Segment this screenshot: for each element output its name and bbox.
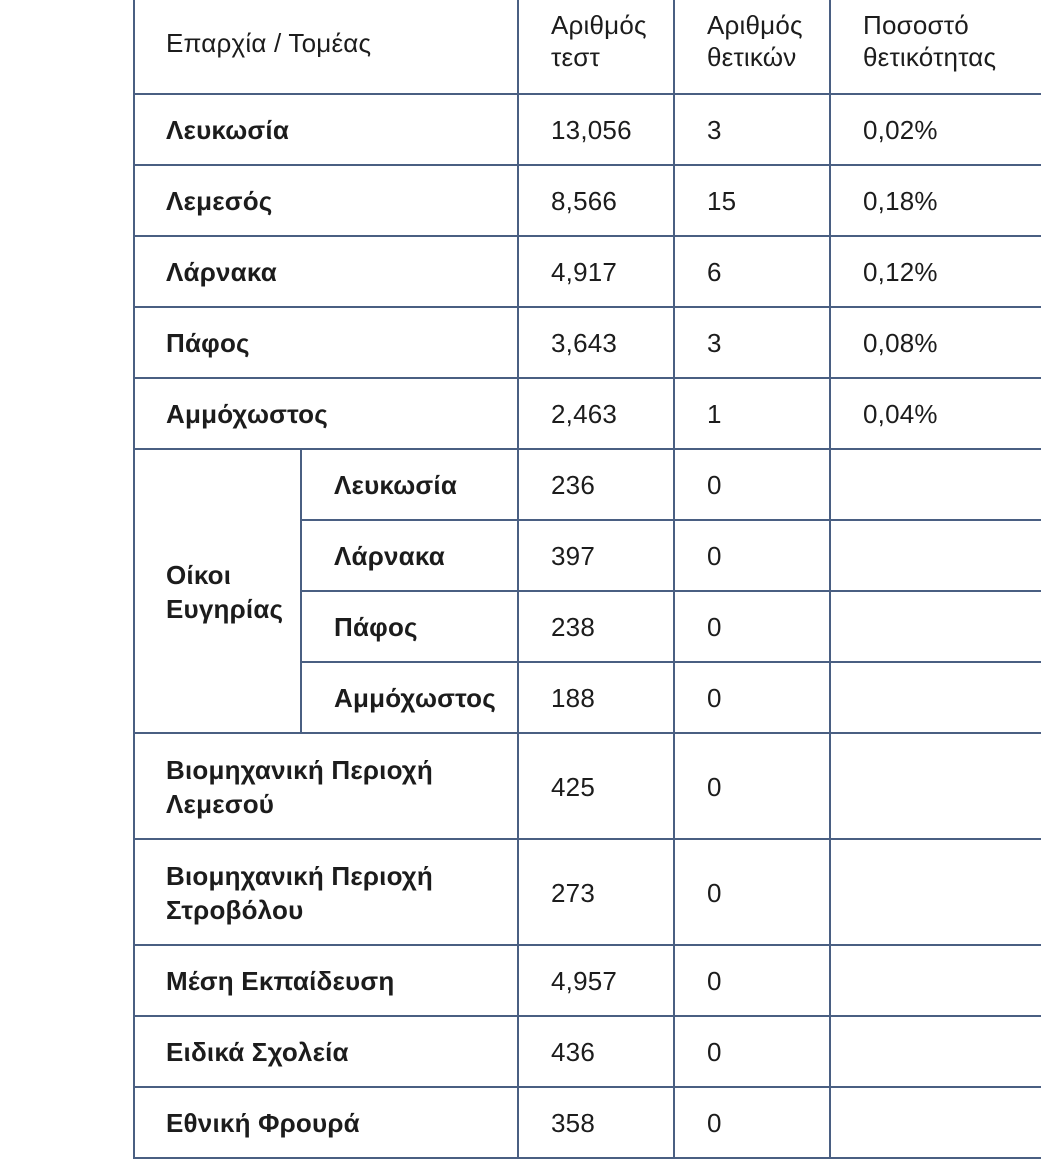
district-tests: 2,463 bbox=[551, 399, 618, 429]
column-divider bbox=[829, 0, 831, 1159]
row-divider bbox=[133, 944, 1041, 946]
sector-tests: 4,957 bbox=[551, 966, 618, 996]
header-tests-line2: τεστ bbox=[551, 42, 600, 72]
industrial-area-line2: Λεμεσού bbox=[166, 789, 275, 819]
row-divider bbox=[300, 661, 1041, 663]
district-tests: 4,917 bbox=[551, 257, 618, 287]
district-rate: 0,02% bbox=[863, 115, 938, 145]
care-home-tests: 188 bbox=[551, 683, 595, 713]
sector-name: Εθνική Φρουρά bbox=[166, 1108, 360, 1138]
row-divider bbox=[300, 590, 1041, 592]
row-divider bbox=[133, 377, 1041, 379]
row-divider bbox=[133, 306, 1041, 308]
district-positives: 3 bbox=[707, 328, 722, 358]
row-divider bbox=[133, 93, 1041, 95]
row-divider bbox=[133, 448, 1041, 450]
header-tests-line1: Αριθμός bbox=[551, 10, 647, 40]
row-divider bbox=[300, 519, 1041, 521]
sector-positives: 0 bbox=[707, 1037, 722, 1067]
care-home-positives: 0 bbox=[707, 541, 722, 571]
care-home-tests: 236 bbox=[551, 470, 595, 500]
district-positives: 1 bbox=[707, 399, 722, 429]
district-rate: 0,12% bbox=[863, 257, 938, 287]
care-home-district: Λάρνακα bbox=[334, 541, 445, 571]
column-divider bbox=[673, 0, 675, 1159]
column-divider bbox=[300, 448, 302, 732]
row-divider bbox=[133, 235, 1041, 237]
district-rate: 0,18% bbox=[863, 186, 938, 216]
row-divider bbox=[133, 1086, 1041, 1088]
industrial-area-line1: Βιομηχανική Περιοχή bbox=[166, 861, 433, 891]
district-tests: 8,566 bbox=[551, 186, 618, 216]
column-divider bbox=[517, 0, 519, 1159]
district-name: Λάρνακα bbox=[166, 257, 277, 287]
header-rate-line1: Ποσοστό bbox=[863, 10, 969, 40]
header-positives-line1: Αριθμός bbox=[707, 10, 803, 40]
care-homes-label-line1: Οίκοι bbox=[166, 560, 232, 590]
industrial-tests: 273 bbox=[551, 878, 595, 908]
sector-tests: 358 bbox=[551, 1108, 595, 1138]
district-positives: 3 bbox=[707, 115, 722, 145]
district-name: Λευκωσία bbox=[166, 115, 290, 145]
care-home-positives: 0 bbox=[707, 612, 722, 642]
care-home-tests: 397 bbox=[551, 541, 595, 571]
district-name: Πάφος bbox=[166, 328, 250, 358]
care-home-tests: 238 bbox=[551, 612, 595, 642]
industrial-tests: 425 bbox=[551, 772, 595, 802]
industrial-area-line1: Βιομηχανική Περιοχή bbox=[166, 755, 433, 785]
sector-positives: 0 bbox=[707, 966, 722, 996]
district-tests: 3,643 bbox=[551, 328, 618, 358]
sector-name: Μέση Εκπαίδευση bbox=[166, 966, 395, 996]
row-divider bbox=[133, 164, 1041, 166]
row-divider bbox=[133, 1015, 1041, 1017]
header-positives-line2: θετικών bbox=[707, 42, 797, 72]
sector-tests: 436 bbox=[551, 1037, 595, 1067]
district-rate: 0,04% bbox=[863, 399, 938, 429]
care-home-district: Λευκωσία bbox=[334, 470, 458, 500]
district-rate: 0,08% bbox=[863, 328, 938, 358]
row-divider bbox=[133, 838, 1041, 840]
district-name: Αμμόχωστος bbox=[166, 399, 328, 429]
district-positives: 15 bbox=[707, 186, 737, 216]
district-positives: 6 bbox=[707, 257, 722, 287]
care-home-positives: 0 bbox=[707, 683, 722, 713]
care-home-district: Αμμόχωστος bbox=[334, 683, 496, 713]
sector-positives: 0 bbox=[707, 1108, 722, 1138]
care-home-district: Πάφος bbox=[334, 612, 418, 642]
row-divider bbox=[133, 732, 1041, 734]
sector-name: Ειδικά Σχολεία bbox=[166, 1037, 349, 1067]
care-home-positives: 0 bbox=[707, 470, 722, 500]
industrial-positives: 0 bbox=[707, 772, 722, 802]
column-divider bbox=[133, 0, 135, 1159]
industrial-area-line2: Στροβόλου bbox=[166, 895, 304, 925]
district-name: Λεμεσός bbox=[166, 186, 273, 216]
district-tests: 13,056 bbox=[551, 115, 632, 145]
care-homes-label-line2: Ευγηρίας bbox=[166, 594, 284, 624]
header-rate-line2: θετικότητας bbox=[863, 42, 997, 72]
industrial-positives: 0 bbox=[707, 878, 722, 908]
header-region: Επαρχία / Τομέας bbox=[166, 28, 372, 58]
